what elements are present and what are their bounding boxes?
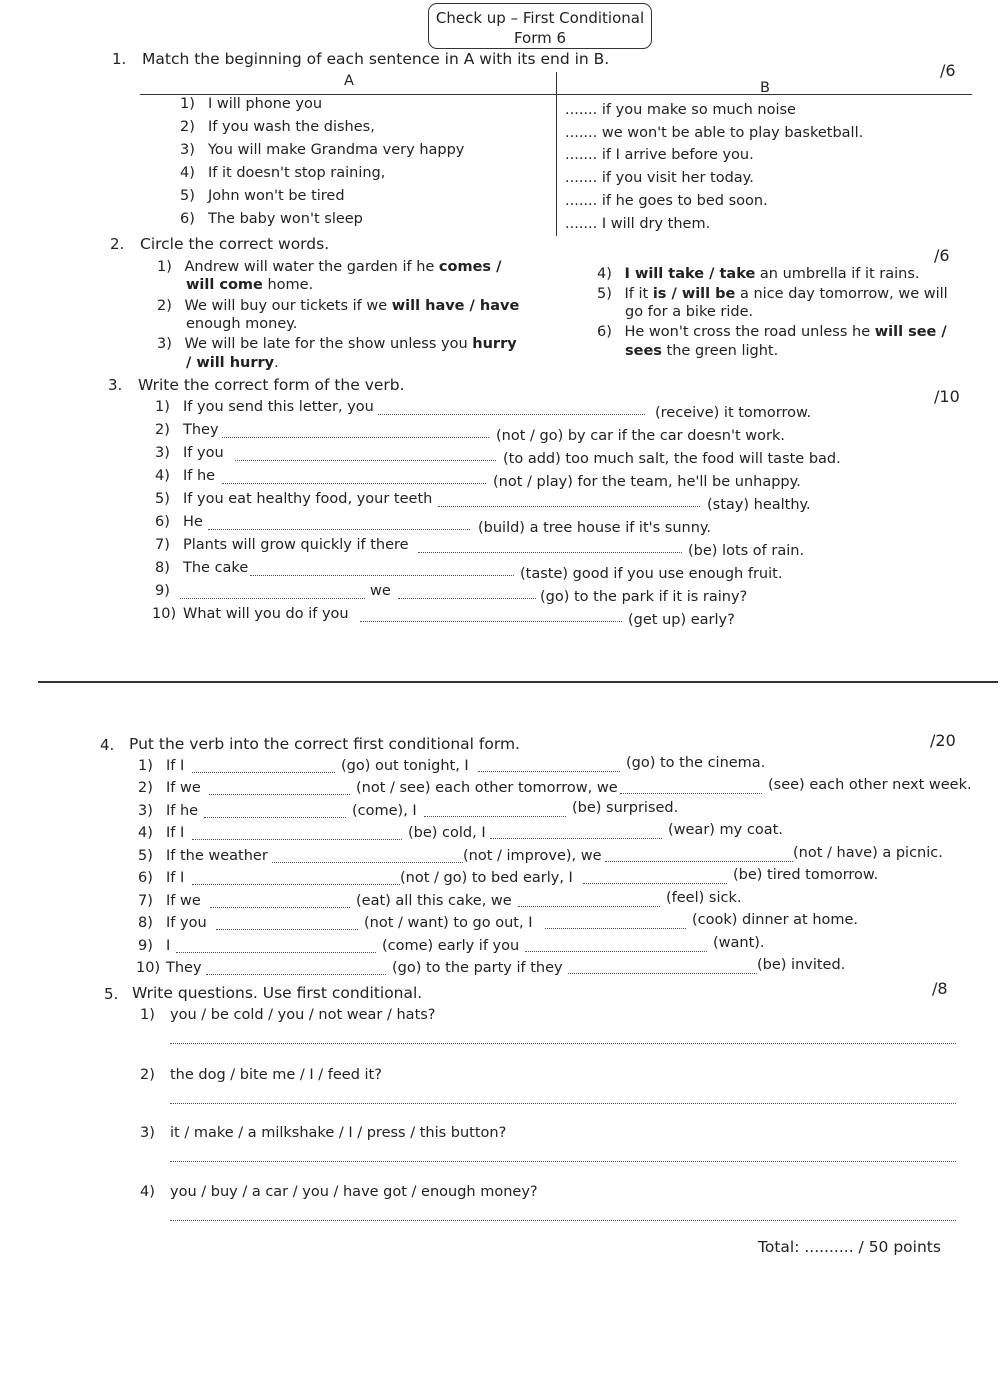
question-prompt: you / be cold / you / not wear / hats? xyxy=(170,1007,436,1023)
exercise-5-number: 5. xyxy=(104,985,119,1003)
answer-blank[interactable] xyxy=(478,771,620,772)
item-number: 4) xyxy=(597,266,612,282)
match-ending[interactable]: ....... if I arrive before you. xyxy=(565,147,754,163)
total-points: Total: .......... / 50 points xyxy=(758,1238,941,1256)
item-number: 4) xyxy=(140,1184,155,1200)
answer-blank[interactable] xyxy=(620,793,762,794)
item-text: What will you do if you xyxy=(183,606,349,622)
verb-prompt: (see) each other next week. xyxy=(768,777,972,793)
answer-blank[interactable] xyxy=(176,952,376,953)
answer-blank[interactable] xyxy=(518,906,660,907)
circle-item-1-cont xyxy=(186,277,313,293)
item-number: 7) xyxy=(138,893,153,909)
verb-prompt: (not / have) a picnic. xyxy=(793,845,943,861)
answer-blank[interactable] xyxy=(192,884,400,885)
exercise-2-score: /6 xyxy=(934,246,950,265)
verb-prompt: (come) early if you xyxy=(382,938,520,954)
answer-blank[interactable] xyxy=(525,951,707,952)
answer-blank[interactable] xyxy=(272,862,463,863)
item-number: 6) xyxy=(597,324,612,340)
item-text: If I xyxy=(166,758,185,774)
item-number: 2) xyxy=(155,422,170,438)
verb-prompt: (eat) all this cake, we xyxy=(356,893,512,909)
match-number: 3) xyxy=(180,142,195,158)
answer-blank[interactable] xyxy=(490,838,662,839)
item-text: We will be late for the show unless you xyxy=(184,336,473,352)
exercise-5-score: /8 xyxy=(932,979,948,998)
match-number: 2) xyxy=(180,119,195,135)
circle-item-5-cont xyxy=(625,304,753,320)
answer-blank[interactable] xyxy=(192,839,402,840)
verb-prompt: (wear) my coat. xyxy=(668,822,783,838)
verb-prompt: (be) invited. xyxy=(757,957,846,973)
verb-prompt: (not / want) to go out, I xyxy=(364,915,533,931)
match-ending[interactable]: ....... I will dry them. xyxy=(565,216,711,232)
item-text: They xyxy=(183,422,219,438)
exercise-4-number: 4. xyxy=(100,736,115,754)
circle-item-6 xyxy=(597,324,947,340)
match-ending[interactable]: ....... if you make so much noise xyxy=(565,102,796,118)
match-ending[interactable]: ....... we won't be able to play basketball. xyxy=(565,125,864,141)
match-beginning: If it doesn't stop raining, xyxy=(208,165,386,181)
exercise-1-score: /6 xyxy=(940,61,956,80)
choice-words[interactable]: I will take / take xyxy=(624,266,756,282)
match-beginning: I will phone you xyxy=(208,96,323,112)
exercise-2-instruction: Circle the correct words. xyxy=(140,235,330,253)
item-text: If you send this letter, you xyxy=(183,399,374,415)
answer-blank[interactable] xyxy=(398,598,536,599)
column-separator xyxy=(556,72,557,236)
item-number: 9) xyxy=(155,583,170,599)
item-text: If we xyxy=(166,893,201,909)
exercise-2-number: 2. xyxy=(110,235,125,253)
answer-blank[interactable] xyxy=(210,907,350,908)
answer-line[interactable] xyxy=(170,1103,956,1104)
item-number: 1) xyxy=(157,259,172,275)
item-number: 7) xyxy=(155,537,170,553)
answer-line[interactable] xyxy=(170,1220,956,1221)
item-text: If you eat healthy food, your teeth xyxy=(183,491,433,507)
exercise-3-score: /10 xyxy=(934,387,960,406)
item-number: 5) xyxy=(155,491,170,507)
circle-item-1 xyxy=(157,259,501,275)
circle-item-2 xyxy=(157,298,519,314)
item-number: 3) xyxy=(140,1125,155,1141)
exercise-1-number: 1. xyxy=(112,50,127,68)
answer-blank[interactable] xyxy=(583,883,727,884)
answer-line[interactable] xyxy=(170,1043,956,1044)
item-text: Plants will grow quickly if there xyxy=(183,537,409,553)
verb-prompt: (to add) too much salt, the food will taste bad. xyxy=(503,451,841,467)
item-number: 6) xyxy=(138,870,153,886)
circle-item-4 xyxy=(597,266,920,282)
item-number: 10) xyxy=(136,960,161,976)
answer-blank[interactable] xyxy=(180,598,365,599)
match-number: 1) xyxy=(180,96,195,112)
item-number: 5) xyxy=(597,286,612,302)
item-text: The cake xyxy=(183,560,249,576)
answer-blank[interactable] xyxy=(424,816,566,817)
item-number: 4) xyxy=(155,468,170,484)
verb-prompt: (get up) early? xyxy=(628,612,735,628)
verb-prompt: (not / go) by car if the car doesn't work. xyxy=(496,428,785,444)
item-text: If he xyxy=(183,468,216,484)
answer-blank[interactable] xyxy=(222,437,489,438)
exercise-3-instruction: Write the correct form of the verb. xyxy=(138,376,405,394)
verb-prompt: (be) surprised. xyxy=(572,800,679,816)
question-prompt: the dog / bite me / I / feed it? xyxy=(170,1067,382,1083)
exercise-5-instruction: Write questions. Use first conditional. xyxy=(132,984,423,1002)
verb-prompt: (go) to the party if they xyxy=(392,960,563,976)
item-text: If you xyxy=(183,445,224,461)
verb-prompt: (not / see) each other tomorrow, we xyxy=(356,780,618,796)
answer-blank[interactable] xyxy=(438,506,700,507)
verb-prompt: (go) out tonight, I xyxy=(341,758,469,774)
item-text: If it xyxy=(624,286,653,302)
circle-item-5 xyxy=(597,286,948,302)
choice-words[interactable]: hurry xyxy=(472,336,517,352)
choice-words[interactable]: sees xyxy=(625,343,662,359)
answer-blank[interactable] xyxy=(418,552,682,553)
answer-blank[interactable] xyxy=(192,772,335,773)
question-prompt: you / buy / a car / you / have got / enough money? xyxy=(170,1184,538,1200)
item-number: 1) xyxy=(138,758,153,774)
item-number: 5) xyxy=(138,848,153,864)
item-number: 1) xyxy=(155,399,170,415)
item-number: 10) xyxy=(152,606,177,622)
verb-prompt: (want). xyxy=(713,935,765,951)
verb-prompt: (taste) good if you use enough fruit. xyxy=(520,566,783,582)
column-a-heading: A xyxy=(344,73,354,89)
circle-item-3 xyxy=(157,336,517,352)
item-number: 1) xyxy=(140,1007,155,1023)
item-text: If I xyxy=(166,825,185,841)
answer-blank[interactable] xyxy=(235,460,496,461)
question-prompt: it / make / a milkshake / I / press / this button? xyxy=(170,1125,507,1141)
item-number: 2) xyxy=(138,780,153,796)
item-number: 4) xyxy=(138,825,153,841)
verb-prompt: (build) a tree house if it's sunny. xyxy=(478,520,712,536)
answer-blank[interactable] xyxy=(204,817,346,818)
answer-blank[interactable] xyxy=(216,929,358,930)
answer-blank[interactable] xyxy=(378,414,645,415)
answer-blank[interactable] xyxy=(568,973,757,974)
answer-blank[interactable] xyxy=(209,794,350,795)
answer-blank[interactable] xyxy=(206,974,386,975)
verb-prompt: (not / improve), we xyxy=(463,848,602,864)
choice-words[interactable]: comes / xyxy=(438,259,502,275)
item-text: We will buy our tickets if we xyxy=(184,298,392,314)
circle-item-3-cont xyxy=(186,355,279,371)
item-text: If we xyxy=(166,780,201,796)
item-text: home. xyxy=(262,277,314,293)
item-number: 8) xyxy=(138,915,153,931)
verb-prompt: (be) lots of rain. xyxy=(688,543,805,559)
match-beginning: The baby won't sleep xyxy=(208,211,363,227)
verb-prompt: (go) to the park if it is rainy? xyxy=(540,589,748,605)
verb-prompt: (go) to the cinema. xyxy=(626,755,766,771)
worksheet-form: Form 6 xyxy=(513,29,567,47)
verb-prompt: (stay) healthy. xyxy=(707,497,811,513)
match-ending[interactable]: ....... if he goes to bed soon. xyxy=(565,193,768,209)
verb-prompt: (not / go) to bed early, I xyxy=(400,870,573,886)
item-number: 2) xyxy=(157,298,172,314)
worksheet-title: Check up – First Conditional xyxy=(435,9,645,27)
column-b-heading: B xyxy=(760,80,770,96)
choice-words[interactable]: is / will be xyxy=(652,286,736,302)
match-beginning: If you wash the dishes, xyxy=(208,119,375,135)
verb-prompt: (not / play) for the team, he'll be unhappy. xyxy=(493,474,801,490)
item-text: If the weather xyxy=(166,848,268,864)
match-number: 4) xyxy=(180,165,195,181)
verb-prompt: (receive) it tomorrow. xyxy=(655,405,812,421)
answer-blank[interactable] xyxy=(250,575,514,576)
answer-blank[interactable] xyxy=(545,928,686,929)
page-separator xyxy=(38,681,998,683)
item-text: a nice day tomorrow, we will xyxy=(735,286,948,302)
item-text: If I xyxy=(166,870,185,886)
answer-blank[interactable] xyxy=(605,861,793,862)
worksheet-title-box xyxy=(428,3,652,49)
item-text: If he xyxy=(166,803,199,819)
item-text: I xyxy=(166,938,171,954)
item-text: Andrew will water the garden if he xyxy=(184,259,439,275)
match-number: 5) xyxy=(180,188,195,204)
item-text: an umbrella if it rains. xyxy=(755,266,920,282)
verb-prompt: (cook) dinner at home. xyxy=(692,912,859,928)
item-number: 8) xyxy=(155,560,170,576)
match-number: 6) xyxy=(180,211,195,227)
circle-item-2-cont xyxy=(186,316,297,332)
item-number: 3) xyxy=(157,336,172,352)
answer-line[interactable] xyxy=(170,1161,956,1162)
item-number: 2) xyxy=(140,1067,155,1083)
exercise-4-instruction: Put the verb into the correct first conditional form. xyxy=(129,735,520,753)
circle-item-6-cont xyxy=(625,343,778,359)
item-text: enough money. xyxy=(186,316,298,332)
item-text: He won't cross the road unless he xyxy=(624,324,875,340)
answer-blank[interactable] xyxy=(360,621,622,622)
verb-prompt: (feel) sick. xyxy=(666,890,742,906)
item-text: go for a bike ride. xyxy=(625,304,754,320)
item-text: If you xyxy=(166,915,207,931)
verb-prompt: (be) tired tomorrow. xyxy=(733,867,879,883)
verb-prompt: (be) cold, I xyxy=(408,825,486,841)
item-text: we xyxy=(370,583,391,599)
choice-words[interactable]: / will hurry xyxy=(186,355,275,371)
answer-blank[interactable] xyxy=(208,529,470,530)
item-text: . xyxy=(274,355,279,371)
answer-blank[interactable] xyxy=(222,483,486,484)
item-text: the green light. xyxy=(661,343,779,359)
choice-words[interactable]: will see / xyxy=(874,324,947,340)
match-beginning: You will make Grandma very happy xyxy=(208,142,465,158)
choice-words[interactable]: will come xyxy=(186,277,263,293)
item-number: 3) xyxy=(155,445,170,461)
item-text: He xyxy=(183,514,203,530)
choice-words[interactable]: will have / have xyxy=(391,298,520,314)
exercise-3-number: 3. xyxy=(108,376,123,394)
item-number: 9) xyxy=(138,938,153,954)
match-ending[interactable]: ....... if you visit her today. xyxy=(565,170,754,186)
item-number: 6) xyxy=(155,514,170,530)
exercise-1-instruction: Match the beginning of each sentence in A with its end in B. xyxy=(142,50,610,68)
match-beginning: John won't be tired xyxy=(208,188,345,204)
item-number: 3) xyxy=(138,803,153,819)
item-text: They xyxy=(166,960,202,976)
exercise-4-score: /20 xyxy=(930,731,956,750)
verb-prompt: (come), I xyxy=(352,803,417,819)
